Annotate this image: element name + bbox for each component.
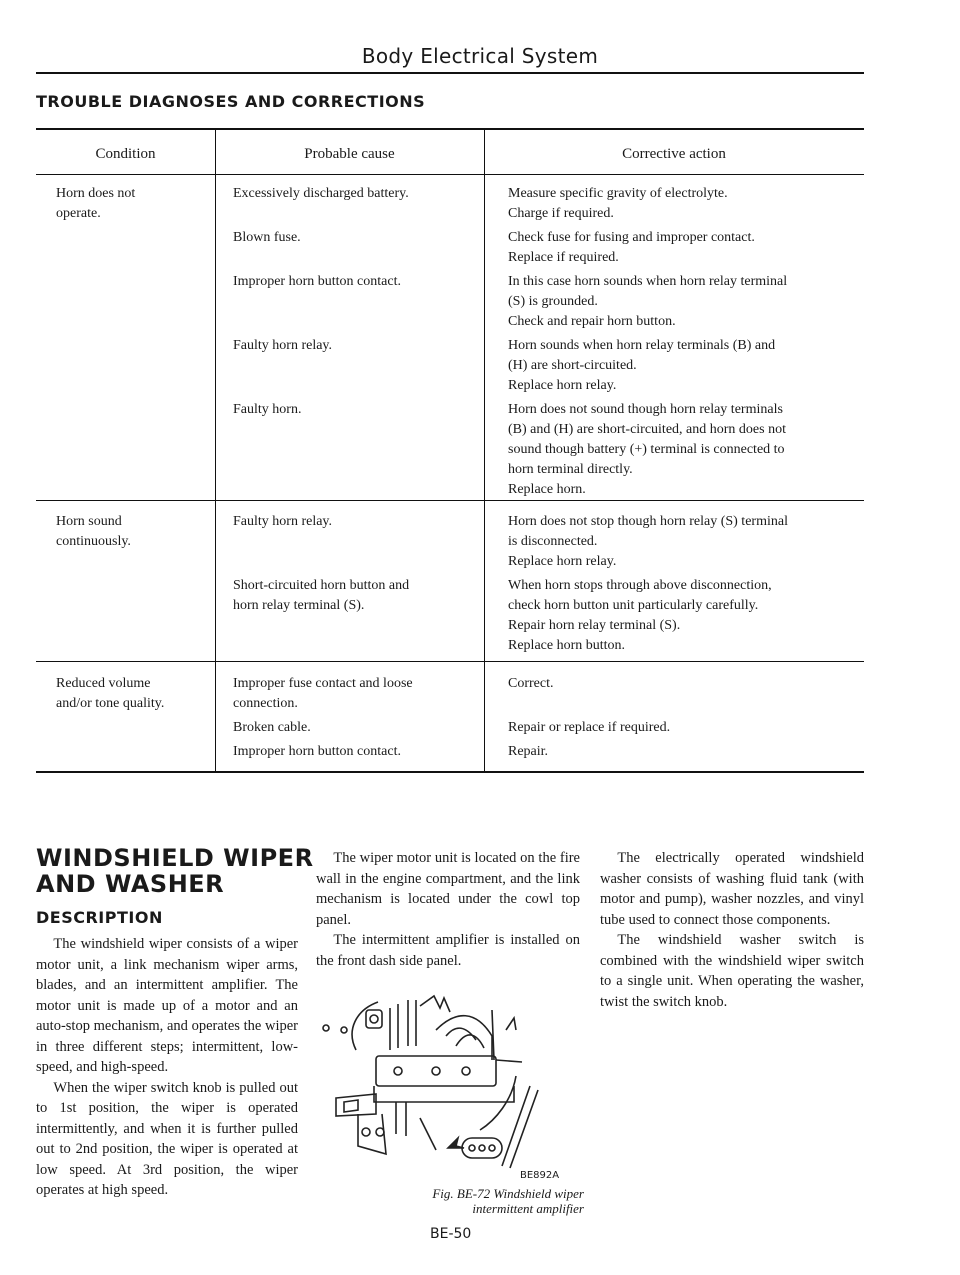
table-top-rule [36,128,864,130]
action-cell: In this case horn sounds when horn relay terminal (S) is grounded. Check and repair horn button. [508,274,788,329]
cause-cell: Faulty horn relay. [233,338,333,353]
cause-cell: Faulty horn. [233,402,302,417]
action-cell: When horn stops through above disconnection, check horn button unit particularly carefully. Repair horn relay terminal (S). Replace horn button. [508,578,772,653]
figure-caption: Fig. BE-72 Windshield wiper intermittent amplifier [432,1186,584,1216]
action-cell: Repair or replace if required. [508,720,671,735]
section-title: TROUBLE DIAGNOSES AND CORRECTIONS [36,92,426,111]
action-cell: Check fuse for fusing and improper contact. Replace if required. [508,230,755,265]
description-column-1: The windshield wiper consists of a wiper motor unit, a link mechanism wiper arms, blades, and an intermittent amplifier. The motor unit is made up of a motor and an auto-stop mechanism, and operates the wiper in three different steps; intermittent, low-speed, and high-speed. When the wiper switch knob is pulled out to 1st position, the wiper is operated intermittently, and when it is further pulled out to 2nd position, the wiper is operated at low speed. At 3rd position, the wiper operates at high speed. [36,936,298,1198]
cause-cell: Broken cable. [233,720,311,735]
condition-cell: Reduced volume and/or tone quality. [56,676,165,711]
cause-cell: Improper horn button contact. [233,744,401,759]
header-corrective-action: Corrective action [622,146,726,162]
action-cell: Correct. [508,676,554,691]
action-cell: Horn does not stop though horn relay (S) terminal is disconnected. Replace horn relay. [508,514,788,569]
cause-cell: Short-circuited horn button and horn relay terminal (S). [233,578,410,613]
cause-cell: Excessively discharged battery. [233,186,409,201]
description-heading: DESCRIPTION [36,908,163,927]
action-cell: Horn sounds when horn relay terminals (B) and (H) are short-circuited. Replace horn relay. [508,338,776,393]
amplifier-illustration [316,990,580,1170]
action-cell: Repair. [508,744,549,759]
table-header-rule [36,174,864,175]
page-header: Body Electrical System [361,44,599,68]
group-divider [36,500,864,501]
page-number: BE-50 [430,1226,472,1242]
figure-code: BE892A [520,1170,560,1181]
condition-cell: Horn sound continuously. [56,514,131,549]
cause-cell: Blown fuse. [233,230,301,245]
column-divider [484,128,485,772]
description-column-2: The wiper motor unit is located on the fire wall in the engine compartment, and the link mechanism is located under the cowl top panel. The intermittent amplifier is installed on the front dash side panel. [316,850,580,969]
condition-cell: Horn does not operate. [56,186,136,221]
cause-cell: Improper horn button contact. [233,274,401,289]
action-cell: Horn does not sound though horn relay terminals (B) and (H) are short-circuited, and horn does not sound though battery (+) terminal is connected to horn terminal directly. Replace horn. [508,402,786,497]
group-divider [36,661,864,662]
wiper-heading: WINDSHIELD WIPER AND WASHER [36,844,314,898]
cause-cell: Faulty horn relay. [233,514,333,529]
cause-cell: Improper fuse contact and loose connection. [233,676,413,711]
table-bottom-rule [36,771,864,773]
header-rule [36,72,864,74]
description-column-3: The electrically operated windshield washer consists of washing fluid tank (with motor and pump), washer nozzles, and vinyl tube used to connect those components. The windshield washer switch is combined with the windshield wiper switch to a single unit. When operating the washer, twist the switch knob. [600,850,864,1010]
action-cell: Measure specific gravity of electrolyte. Charge if required. [508,186,728,221]
header-condition: Condition [95,146,156,162]
header-probable-cause: Probable cause [304,146,395,162]
